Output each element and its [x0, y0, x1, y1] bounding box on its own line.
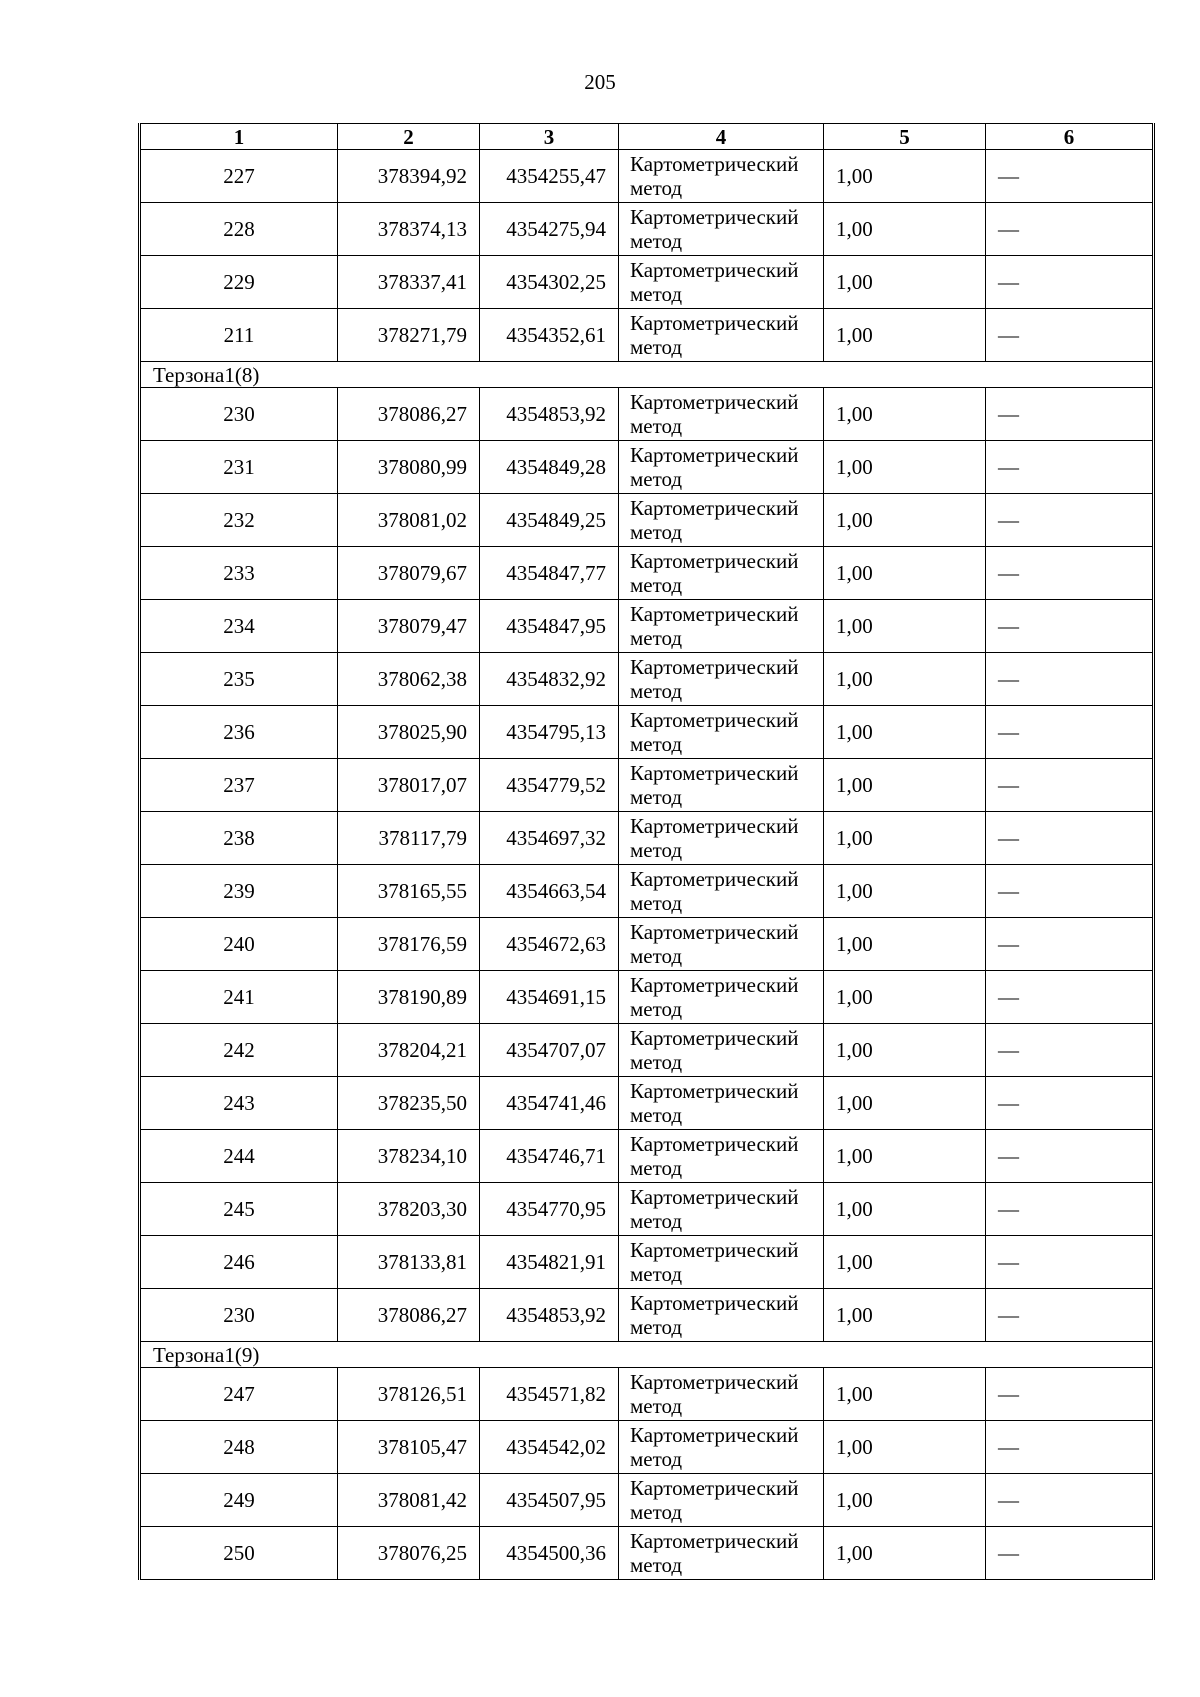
description-cell: —: [986, 494, 1154, 547]
table-row: [140, 441, 1154, 494]
table-row: [140, 1527, 1154, 1580]
description-cell: —: [986, 653, 1154, 706]
description-cell: —: [986, 1368, 1154, 1421]
method-cell: Картометрический метод: [619, 256, 824, 309]
point-number-cell: 236: [140, 706, 338, 759]
method-cell: Картометрический метод: [619, 1289, 824, 1342]
column-header: 2: [338, 124, 480, 150]
method-cell: Картометрический метод: [619, 653, 824, 706]
table-row: [140, 1289, 1154, 1342]
description-cell: —: [986, 865, 1154, 918]
table-row: [140, 918, 1154, 971]
description-cell: —: [986, 812, 1154, 865]
point-number-cell: 249: [140, 1474, 338, 1527]
x-coordinate-cell: 378062,38: [338, 653, 480, 706]
y-coordinate-cell: 4354697,32: [480, 812, 619, 865]
method-cell: Картометрический метод: [619, 1421, 824, 1474]
description-cell: —: [986, 759, 1154, 812]
accuracy-cell: 1,00: [824, 1183, 986, 1236]
method-cell: Картометрический метод: [619, 1024, 824, 1077]
description-cell: —: [986, 388, 1154, 441]
y-coordinate-cell: 4354275,94: [480, 203, 619, 256]
x-coordinate-cell: 378203,30: [338, 1183, 480, 1236]
coordinates-table: [138, 123, 1155, 1580]
accuracy-cell: 1,00: [824, 494, 986, 547]
method-cell: Картометрический метод: [619, 1368, 824, 1421]
description-cell: —: [986, 441, 1154, 494]
method-cell: Картометрический метод: [619, 203, 824, 256]
x-coordinate-cell: 378204,21: [338, 1024, 480, 1077]
x-coordinate-cell: 378235,50: [338, 1077, 480, 1130]
table-row: [140, 759, 1154, 812]
table-row: [140, 1421, 1154, 1474]
table-row: [140, 812, 1154, 865]
point-number-cell: 240: [140, 918, 338, 971]
y-coordinate-cell: 4354779,52: [480, 759, 619, 812]
accuracy-cell: 1,00: [824, 1289, 986, 1342]
accuracy-cell: 1,00: [824, 441, 986, 494]
accuracy-cell: 1,00: [824, 1368, 986, 1421]
description-cell: —: [986, 547, 1154, 600]
y-coordinate-cell: 4354847,95: [480, 600, 619, 653]
accuracy-cell: 1,00: [824, 1077, 986, 1130]
y-coordinate-cell: 4354507,95: [480, 1474, 619, 1527]
column-header: 3: [480, 124, 619, 150]
y-coordinate-cell: 4354302,25: [480, 256, 619, 309]
point-number-cell: 244: [140, 1130, 338, 1183]
column-header: 5: [824, 124, 986, 150]
group-label: Терзона1(9): [140, 1342, 1154, 1368]
table-row: [140, 256, 1154, 309]
method-cell: Картометрический метод: [619, 150, 824, 203]
point-number-cell: 243: [140, 1077, 338, 1130]
table-row: [140, 203, 1154, 256]
y-coordinate-cell: 4354746,71: [480, 1130, 619, 1183]
y-coordinate-cell: 4354847,77: [480, 547, 619, 600]
point-number-cell: 235: [140, 653, 338, 706]
accuracy-cell: 1,00: [824, 309, 986, 362]
description-cell: —: [986, 256, 1154, 309]
y-coordinate-cell: 4354849,25: [480, 494, 619, 547]
point-number-cell: 245: [140, 1183, 338, 1236]
column-header: 6: [986, 124, 1154, 150]
x-coordinate-cell: 378271,79: [338, 309, 480, 362]
accuracy-cell: 1,00: [824, 812, 986, 865]
method-cell: Картометрический метод: [619, 1527, 824, 1580]
table-row: [140, 1368, 1154, 1421]
point-number-cell: 234: [140, 600, 338, 653]
point-number-cell: 230: [140, 388, 338, 441]
accuracy-cell: 1,00: [824, 1474, 986, 1527]
table-row: [140, 653, 1154, 706]
y-coordinate-cell: 4354255,47: [480, 150, 619, 203]
accuracy-cell: 1,00: [824, 1527, 986, 1580]
x-coordinate-cell: 378337,41: [338, 256, 480, 309]
x-coordinate-cell: 378079,67: [338, 547, 480, 600]
table-row: [140, 600, 1154, 653]
point-number-cell: 250: [140, 1527, 338, 1580]
x-coordinate-cell: 378234,10: [338, 1130, 480, 1183]
method-cell: Картометрический метод: [619, 759, 824, 812]
y-coordinate-cell: 4354672,63: [480, 918, 619, 971]
accuracy-cell: 1,00: [824, 256, 986, 309]
column-header: 4: [619, 124, 824, 150]
x-coordinate-cell: 378079,47: [338, 600, 480, 653]
description-cell: —: [986, 1183, 1154, 1236]
x-coordinate-cell: 378374,13: [338, 203, 480, 256]
method-cell: Картометрический метод: [619, 547, 824, 600]
method-cell: Картометрический метод: [619, 812, 824, 865]
method-cell: Картометрический метод: [619, 494, 824, 547]
table-row: [140, 1236, 1154, 1289]
table-group-row: [140, 1342, 1154, 1368]
x-coordinate-cell: 378190,89: [338, 971, 480, 1024]
method-cell: Картометрический метод: [619, 706, 824, 759]
x-coordinate-cell: 378081,02: [338, 494, 480, 547]
y-coordinate-cell: 4354707,07: [480, 1024, 619, 1077]
x-coordinate-cell: 378076,25: [338, 1527, 480, 1580]
y-coordinate-cell: 4354849,28: [480, 441, 619, 494]
method-cell: Картометрический метод: [619, 971, 824, 1024]
method-cell: Картометрический метод: [619, 1183, 824, 1236]
x-coordinate-cell: 378394,92: [338, 150, 480, 203]
x-coordinate-cell: 378105,47: [338, 1421, 480, 1474]
y-coordinate-cell: 4354691,15: [480, 971, 619, 1024]
point-number-cell: 241: [140, 971, 338, 1024]
x-coordinate-cell: 378126,51: [338, 1368, 480, 1421]
description-cell: —: [986, 971, 1154, 1024]
table-row: [140, 706, 1154, 759]
method-cell: Картометрический метод: [619, 1474, 824, 1527]
x-coordinate-cell: 378025,90: [338, 706, 480, 759]
y-coordinate-cell: 4354741,46: [480, 1077, 619, 1130]
method-cell: Картометрический метод: [619, 1130, 824, 1183]
description-cell: —: [986, 1527, 1154, 1580]
x-coordinate-cell: 378133,81: [338, 1236, 480, 1289]
description-cell: —: [986, 1421, 1154, 1474]
method-cell: Картометрический метод: [619, 309, 824, 362]
column-header: 1: [140, 124, 338, 150]
point-number-cell: 211: [140, 309, 338, 362]
method-cell: Картометрический метод: [619, 388, 824, 441]
accuracy-cell: 1,00: [824, 388, 986, 441]
y-coordinate-cell: 4354821,91: [480, 1236, 619, 1289]
description-cell: —: [986, 1289, 1154, 1342]
x-coordinate-cell: 378117,79: [338, 812, 480, 865]
description-cell: —: [986, 706, 1154, 759]
x-coordinate-cell: 378080,99: [338, 441, 480, 494]
accuracy-cell: 1,00: [824, 203, 986, 256]
x-coordinate-cell: 378176,59: [338, 918, 480, 971]
description-cell: —: [986, 600, 1154, 653]
table-row: [140, 1077, 1154, 1130]
y-coordinate-cell: 4354663,54: [480, 865, 619, 918]
point-number-cell: 239: [140, 865, 338, 918]
table-row: [140, 1183, 1154, 1236]
point-number-cell: 229: [140, 256, 338, 309]
table-row: [140, 309, 1154, 362]
x-coordinate-cell: 378081,42: [338, 1474, 480, 1527]
page-number: 205: [584, 70, 616, 94]
accuracy-cell: 1,00: [824, 653, 986, 706]
method-cell: Картометрический метод: [619, 918, 824, 971]
table-row: [140, 1474, 1154, 1527]
table-row: [140, 547, 1154, 600]
method-cell: Картометрический метод: [619, 1236, 824, 1289]
point-number-cell: 237: [140, 759, 338, 812]
accuracy-cell: 1,00: [824, 1130, 986, 1183]
point-number-cell: 233: [140, 547, 338, 600]
point-number-cell: 242: [140, 1024, 338, 1077]
x-coordinate-cell: 378017,07: [338, 759, 480, 812]
x-coordinate-cell: 378086,27: [338, 1289, 480, 1342]
accuracy-cell: 1,00: [824, 918, 986, 971]
description-cell: —: [986, 918, 1154, 971]
description-cell: —: [986, 1236, 1154, 1289]
table-group-row: [140, 362, 1154, 388]
table-row: [140, 865, 1154, 918]
table-row: [140, 388, 1154, 441]
description-cell: —: [986, 309, 1154, 362]
accuracy-cell: 1,00: [824, 1421, 986, 1474]
table-row: [140, 1130, 1154, 1183]
description-cell: —: [986, 1077, 1154, 1130]
accuracy-cell: 1,00: [824, 1236, 986, 1289]
accuracy-cell: 1,00: [824, 547, 986, 600]
table-row: [140, 494, 1154, 547]
accuracy-cell: 1,00: [824, 706, 986, 759]
accuracy-cell: 1,00: [824, 971, 986, 1024]
y-coordinate-cell: 4354853,92: [480, 1289, 619, 1342]
method-cell: Картометрический метод: [619, 1077, 824, 1130]
description-cell: —: [986, 1130, 1154, 1183]
table-row: [140, 1024, 1154, 1077]
table-body: [140, 150, 1154, 1580]
point-number-cell: 246: [140, 1236, 338, 1289]
method-cell: Картометрический метод: [619, 865, 824, 918]
point-number-cell: 227: [140, 150, 338, 203]
x-coordinate-cell: 378165,55: [338, 865, 480, 918]
y-coordinate-cell: 4354571,82: [480, 1368, 619, 1421]
table-header-row: [140, 124, 1154, 150]
method-cell: Картометрический метод: [619, 441, 824, 494]
table-row: [140, 150, 1154, 203]
description-cell: —: [986, 1474, 1154, 1527]
method-cell: Картометрический метод: [619, 600, 824, 653]
group-label: Терзона1(8): [140, 362, 1154, 388]
accuracy-cell: 1,00: [824, 759, 986, 812]
x-coordinate-cell: 378086,27: [338, 388, 480, 441]
description-cell: —: [986, 203, 1154, 256]
point-number-cell: 247: [140, 1368, 338, 1421]
y-coordinate-cell: 4354832,92: [480, 653, 619, 706]
table-row: [140, 971, 1154, 1024]
description-cell: —: [986, 1024, 1154, 1077]
accuracy-cell: 1,00: [824, 865, 986, 918]
accuracy-cell: 1,00: [824, 150, 986, 203]
y-coordinate-cell: 4354853,92: [480, 388, 619, 441]
y-coordinate-cell: 4354795,13: [480, 706, 619, 759]
accuracy-cell: 1,00: [824, 1024, 986, 1077]
point-number-cell: 228: [140, 203, 338, 256]
point-number-cell: 248: [140, 1421, 338, 1474]
y-coordinate-cell: 4354542,02: [480, 1421, 619, 1474]
y-coordinate-cell: 4354352,61: [480, 309, 619, 362]
description-cell: —: [986, 150, 1154, 203]
accuracy-cell: 1,00: [824, 600, 986, 653]
point-number-cell: 232: [140, 494, 338, 547]
point-number-cell: 230: [140, 1289, 338, 1342]
point-number-cell: 231: [140, 441, 338, 494]
y-coordinate-cell: 4354770,95: [480, 1183, 619, 1236]
y-coordinate-cell: 4354500,36: [480, 1527, 619, 1580]
coordinates-table-container: [138, 123, 1152, 1580]
point-number-cell: 238: [140, 812, 338, 865]
